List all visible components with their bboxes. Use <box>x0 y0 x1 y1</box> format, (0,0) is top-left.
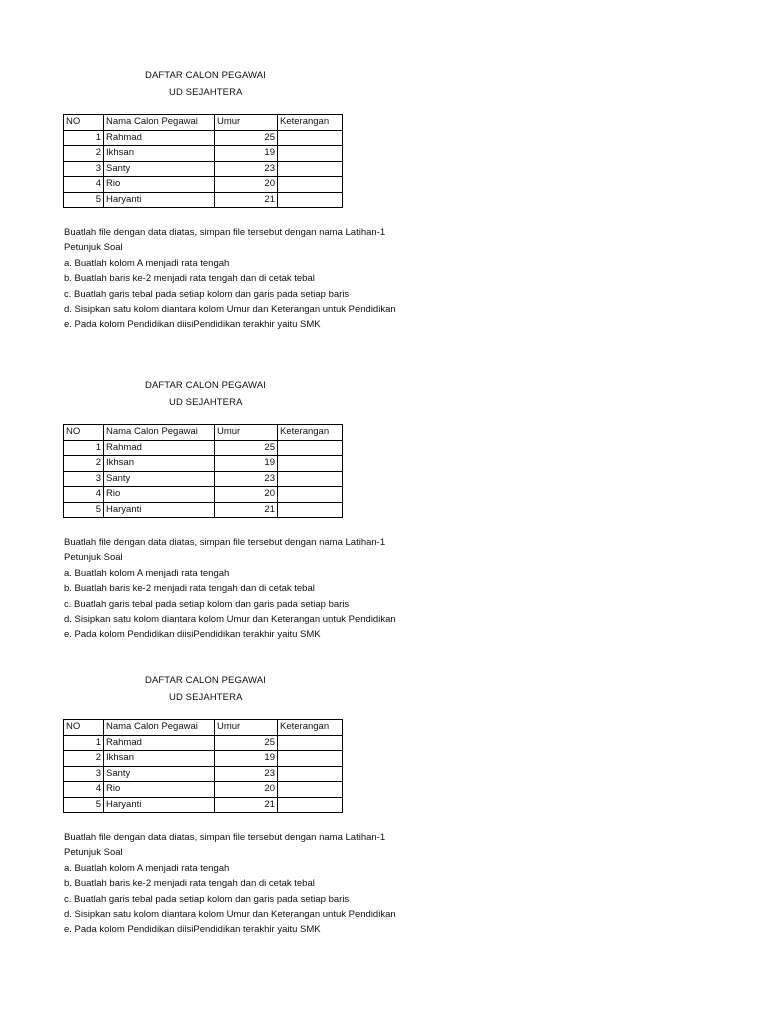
document-title: DAFTAR CALON PEGAWAI <box>145 675 266 686</box>
cell-name: Santy <box>104 766 215 782</box>
cell-name: Rio <box>104 487 215 503</box>
instruction-item: e. Pada kolom Pendidikan diisiPendidikan terakhir yaitu SMK <box>64 629 321 641</box>
instruction-item: d. Sisipkan satu kolom diantara kolom Umur dan Keterangan untuk Pendidikan <box>64 614 396 626</box>
table-row <box>64 456 343 472</box>
instruction-item: b. Buatlah baris ke-2 menjadi rata tengah dan di cetak tebal <box>64 273 315 285</box>
cell-no: 5 <box>64 502 104 518</box>
instruction-item: b. Buatlah baris ke-2 menjadi rata tengah dan di cetak tebal <box>64 583 315 595</box>
column-header-no: NO <box>64 720 104 736</box>
candidate-table <box>63 719 343 813</box>
cell-no: 2 <box>64 146 104 162</box>
column-header-no: NO <box>64 115 104 131</box>
table-row <box>64 471 343 487</box>
instructions-block <box>64 225 396 333</box>
cell-no: 1 <box>64 440 104 456</box>
instruction-item: c. Buatlah garis tebal pada setiap kolom dan garis pada setiap baris <box>64 288 350 300</box>
table-row <box>64 192 343 208</box>
cell-ket <box>278 502 343 518</box>
cell-name: Rahmad <box>104 735 215 751</box>
instruction-item: a. Buatlah kolom A menjadi rata tengah <box>64 862 230 874</box>
cell-age: 21 <box>215 502 278 518</box>
cell-age: 19 <box>215 751 278 767</box>
cell-name: Santy <box>104 161 215 177</box>
cell-no: 2 <box>64 456 104 472</box>
column-header-name: Nama Calon Pegawai <box>104 115 215 131</box>
cell-name: Ikhsan <box>104 751 215 767</box>
candidate-table <box>63 424 343 518</box>
cell-ket <box>278 130 343 146</box>
instructions-block <box>64 535 396 643</box>
table-row <box>64 487 343 503</box>
cell-name: Rahmad <box>104 130 215 146</box>
instructions-heading: Petunjuk Soal <box>64 242 123 254</box>
instructions-intro: Buatlah file dengan data diatas, simpan file tersebut dengan nama Latihan-1 <box>64 832 386 843</box>
cell-no: 3 <box>64 471 104 487</box>
cell-ket <box>278 456 343 472</box>
table-header-row <box>64 115 343 131</box>
instruction-item: d. Sisipkan satu kolom diantara kolom Umur dan Keterangan untuk Pendidikan <box>64 304 396 316</box>
column-header-no: NO <box>64 425 104 441</box>
column-header-age: Umur <box>215 115 278 131</box>
cell-no: 2 <box>64 751 104 767</box>
cell-age: 19 <box>215 146 278 162</box>
column-header-name: Nama Calon Pegawai <box>104 425 215 441</box>
instructions-intro: Buatlah file dengan data diatas, simpan file tersebut dengan nama Latihan-1 <box>64 227 386 238</box>
cell-no: 1 <box>64 130 104 146</box>
table-row <box>64 797 343 813</box>
cell-name: Haryanti <box>104 192 215 208</box>
instruction-item: d. Sisipkan satu kolom diantara kolom Umur dan Keterangan untuk Pendidikan <box>64 909 396 921</box>
cell-no: 3 <box>64 161 104 177</box>
table-header-row <box>64 425 343 441</box>
instruction-item: e. Pada kolom Pendidikan diisiPendidikan terakhir yaitu SMK <box>64 319 321 331</box>
cell-name: Haryanti <box>104 502 215 518</box>
cell-ket <box>278 766 343 782</box>
column-header-age: Umur <box>215 425 278 441</box>
cell-ket <box>278 177 343 193</box>
candidate-table <box>63 114 343 208</box>
column-header-name: Nama Calon Pegawai <box>104 720 215 736</box>
cell-name: Ikhsan <box>104 456 215 472</box>
table-row <box>64 130 343 146</box>
instruction-item: b. Buatlah baris ke-2 menjadi rata tengah dan di cetak tebal <box>64 878 315 890</box>
column-header-ket: Keterangan <box>278 115 343 131</box>
document-title: DAFTAR CALON PEGAWAI <box>145 380 266 391</box>
instruction-item: e. Pada kolom Pendidikan diisiPendidikan terakhir yaitu SMK <box>64 924 321 936</box>
cell-age: 23 <box>215 766 278 782</box>
cell-name: Rio <box>104 177 215 193</box>
instruction-item: a. Buatlah kolom A menjadi rata tengah <box>64 567 230 579</box>
cell-age: 21 <box>215 797 278 813</box>
cell-name: Santy <box>104 471 215 487</box>
cell-age: 21 <box>215 192 278 208</box>
cell-age: 19 <box>215 456 278 472</box>
cell-no: 4 <box>64 782 104 798</box>
cell-ket <box>278 471 343 487</box>
cell-age: 20 <box>215 782 278 798</box>
instructions-block <box>64 830 396 938</box>
cell-ket <box>278 782 343 798</box>
column-header-age: Umur <box>215 720 278 736</box>
cell-age: 23 <box>215 161 278 177</box>
instruction-item: a. Buatlah kolom A menjadi rata tengah <box>64 257 230 269</box>
column-header-ket: Keterangan <box>278 720 343 736</box>
cell-name: Rahmad <box>104 440 215 456</box>
cell-ket <box>278 146 343 162</box>
cell-ket <box>278 735 343 751</box>
cell-no: 1 <box>64 735 104 751</box>
cell-name: Haryanti <box>104 797 215 813</box>
instruction-item: c. Buatlah garis tebal pada setiap kolom dan garis pada setiap baris <box>64 893 350 905</box>
document-subtitle: UD SEJAHTERA <box>169 692 243 703</box>
cell-name: Rio <box>104 782 215 798</box>
table-header-row <box>64 720 343 736</box>
table-row <box>64 502 343 518</box>
document-subtitle: UD SEJAHTERA <box>169 87 243 98</box>
cell-no: 4 <box>64 487 104 503</box>
table-row <box>64 735 343 751</box>
cell-age: 20 <box>215 177 278 193</box>
cell-no: 3 <box>64 766 104 782</box>
column-header-ket: Keterangan <box>278 425 343 441</box>
document-title: DAFTAR CALON PEGAWAI <box>145 70 266 81</box>
cell-ket <box>278 751 343 767</box>
cell-age: 25 <box>215 130 278 146</box>
instructions-intro: Buatlah file dengan data diatas, simpan file tersebut dengan nama Latihan-1 <box>64 537 386 548</box>
instructions-heading: Petunjuk Soal <box>64 552 123 564</box>
cell-no: 5 <box>64 797 104 813</box>
cell-age: 25 <box>215 440 278 456</box>
table-row <box>64 440 343 456</box>
cell-age: 20 <box>215 487 278 503</box>
cell-ket <box>278 161 343 177</box>
cell-ket <box>278 797 343 813</box>
table-row <box>64 766 343 782</box>
document-subtitle: UD SEJAHTERA <box>169 397 243 408</box>
table-row <box>64 146 343 162</box>
instruction-item: c. Buatlah garis tebal pada setiap kolom dan garis pada setiap baris <box>64 598 350 610</box>
cell-ket <box>278 192 343 208</box>
cell-no: 5 <box>64 192 104 208</box>
table-row <box>64 161 343 177</box>
table-row <box>64 782 343 798</box>
instructions-heading: Petunjuk Soal <box>64 847 123 859</box>
cell-no: 4 <box>64 177 104 193</box>
cell-ket <box>278 487 343 503</box>
cell-name: Ikhsan <box>104 146 215 162</box>
table-row <box>64 177 343 193</box>
cell-ket <box>278 440 343 456</box>
cell-age: 23 <box>215 471 278 487</box>
table-row <box>64 751 343 767</box>
cell-age: 25 <box>215 735 278 751</box>
